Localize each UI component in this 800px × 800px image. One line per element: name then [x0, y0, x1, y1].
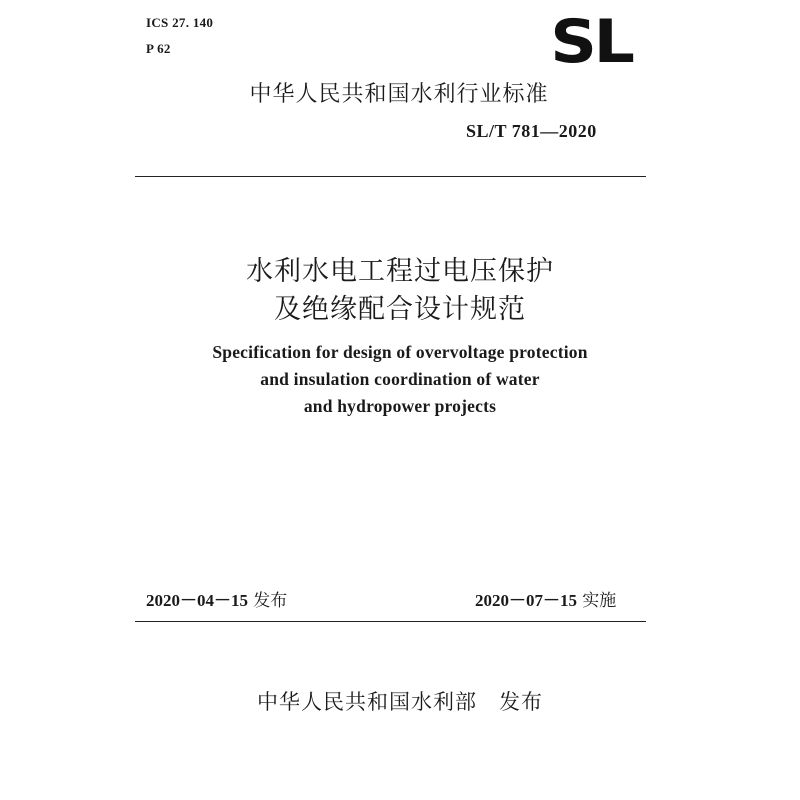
sl-logo: SL [550, 7, 632, 77]
title-en-line-1: Specification for design of overvoltage protection [212, 342, 588, 362]
title-cn-line-2: 及绝缘配合设计规范 [274, 294, 526, 325]
top-divider [135, 176, 646, 177]
title-en-line-3: and hydropower projects [303, 396, 497, 416]
issue-date-value: 2020－04－15 [146, 591, 248, 610]
title-cn-line-1: 水利水电工程过电压保护 [246, 256, 554, 287]
effective-date-label: 实施 [582, 591, 617, 611]
effective-date [475, 592, 616, 610]
industry-standard-text: 中华人民共和国水利行业标准 [249, 82, 549, 107]
ccs-code: P 62 [146, 41, 171, 56]
industry-standard-heading [0, 84, 800, 106]
effective-date-value: 2020－07－15 [475, 591, 577, 610]
bottom-divider [135, 621, 646, 622]
publisher-name: 中华人民共和国水利部 [257, 690, 477, 714]
standard-number: SL/T 781—2020 [466, 121, 597, 141]
issue-date [146, 592, 287, 610]
ics-code: ICS 27. 140 [146, 15, 214, 30]
title-en-line-2: and insulation coordination of water [260, 369, 540, 389]
issue-date-label: 发布 [253, 591, 288, 611]
publisher-verb: 发布 [499, 690, 543, 714]
publisher-line [0, 692, 800, 713]
